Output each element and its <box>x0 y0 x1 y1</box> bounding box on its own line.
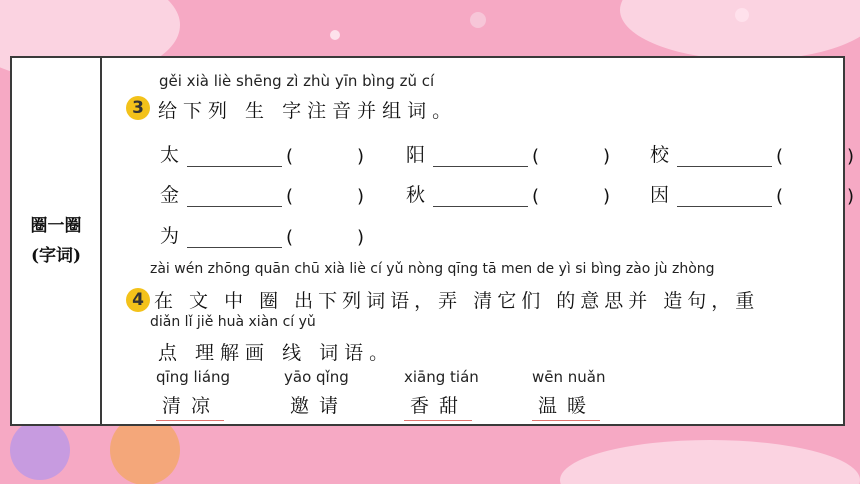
pinyin-blank[interactable] <box>187 147 282 167</box>
word-blank[interactable]: ( ) <box>286 227 365 248</box>
q4-instruction-line2: 点 理解画 线 词语。 <box>158 342 395 364</box>
word-blank[interactable]: ( ) <box>532 186 611 207</box>
q3-item <box>160 140 364 167</box>
pinyin-blank[interactable] <box>187 228 282 248</box>
pinyin-blank[interactable] <box>677 187 772 207</box>
word-pinyin: wēn nuǎn <box>532 368 606 386</box>
pinyin-blank[interactable] <box>677 147 772 167</box>
cartoon-character <box>10 420 70 480</box>
q4-pinyin-line1: zài wén zhōng quān chū xià liè cí yǔ nòng qīng tā men de yì si bìng zào jù zhòng <box>150 261 715 277</box>
q3-item <box>650 140 854 167</box>
q4-number-badge: 4 <box>126 288 150 312</box>
q3-char: 阳 <box>406 144 426 166</box>
vocab-word: 温暖 <box>532 391 600 421</box>
q4-pinyin-line2: diǎn lǐ jiě huà xiàn cí yǔ <box>150 314 316 330</box>
pinyin-blank[interactable] <box>187 187 282 207</box>
pinyin-blank[interactable] <box>433 187 528 207</box>
q4-instruction-line1: 在 文 中 圈 出下列词语，弄 清它们 的意思并 造句，重 <box>154 290 760 312</box>
q3-char: 为 <box>160 225 180 247</box>
q3-char: 金 <box>160 184 180 206</box>
vocab-word: 香甜 <box>404 391 472 421</box>
balloon-icon <box>735 8 749 22</box>
exercise-panel <box>10 56 855 426</box>
balloon-icon <box>330 30 340 40</box>
q3-item <box>160 180 364 207</box>
q3-instruction: 给下列 生 字注音并组词。 <box>158 100 458 122</box>
q3-pinyin: gěi xià liè shēng zì zhù yīn bìng zǔ cí <box>159 72 435 90</box>
q3-char: 校 <box>650 144 670 166</box>
word-pinyin: xiāng tián <box>404 368 479 386</box>
word-blank[interactable]: ( ) <box>776 146 855 167</box>
q3-item <box>406 180 610 207</box>
vocab-word: 邀请 <box>290 395 349 417</box>
section-label-column <box>12 58 102 424</box>
background-cloud <box>560 440 860 484</box>
word-blank[interactable]: ( ) <box>776 186 855 207</box>
word-blank[interactable]: ( ) <box>286 186 365 207</box>
vocab-word: 清凉 <box>156 391 224 421</box>
q3-char: 太 <box>160 144 180 166</box>
q3-char: 秋 <box>406 184 426 206</box>
q3-item <box>406 140 610 167</box>
section-sublabel: (字词) <box>30 246 82 266</box>
word-pinyin: yāo qǐng <box>284 368 349 386</box>
pinyin-blank[interactable] <box>433 147 528 167</box>
q3-char: 因 <box>650 184 670 206</box>
q3-item <box>650 180 854 207</box>
q3-number-badge: 3 <box>126 96 150 120</box>
exercise-content <box>104 58 855 424</box>
word-blank[interactable]: ( ) <box>532 146 611 167</box>
word-blank[interactable]: ( ) <box>286 146 365 167</box>
balloon-icon <box>470 12 486 28</box>
q3-item <box>160 221 364 248</box>
word-pinyin: qīng liáng <box>156 368 231 386</box>
section-label: 圈一圈 <box>30 216 82 236</box>
